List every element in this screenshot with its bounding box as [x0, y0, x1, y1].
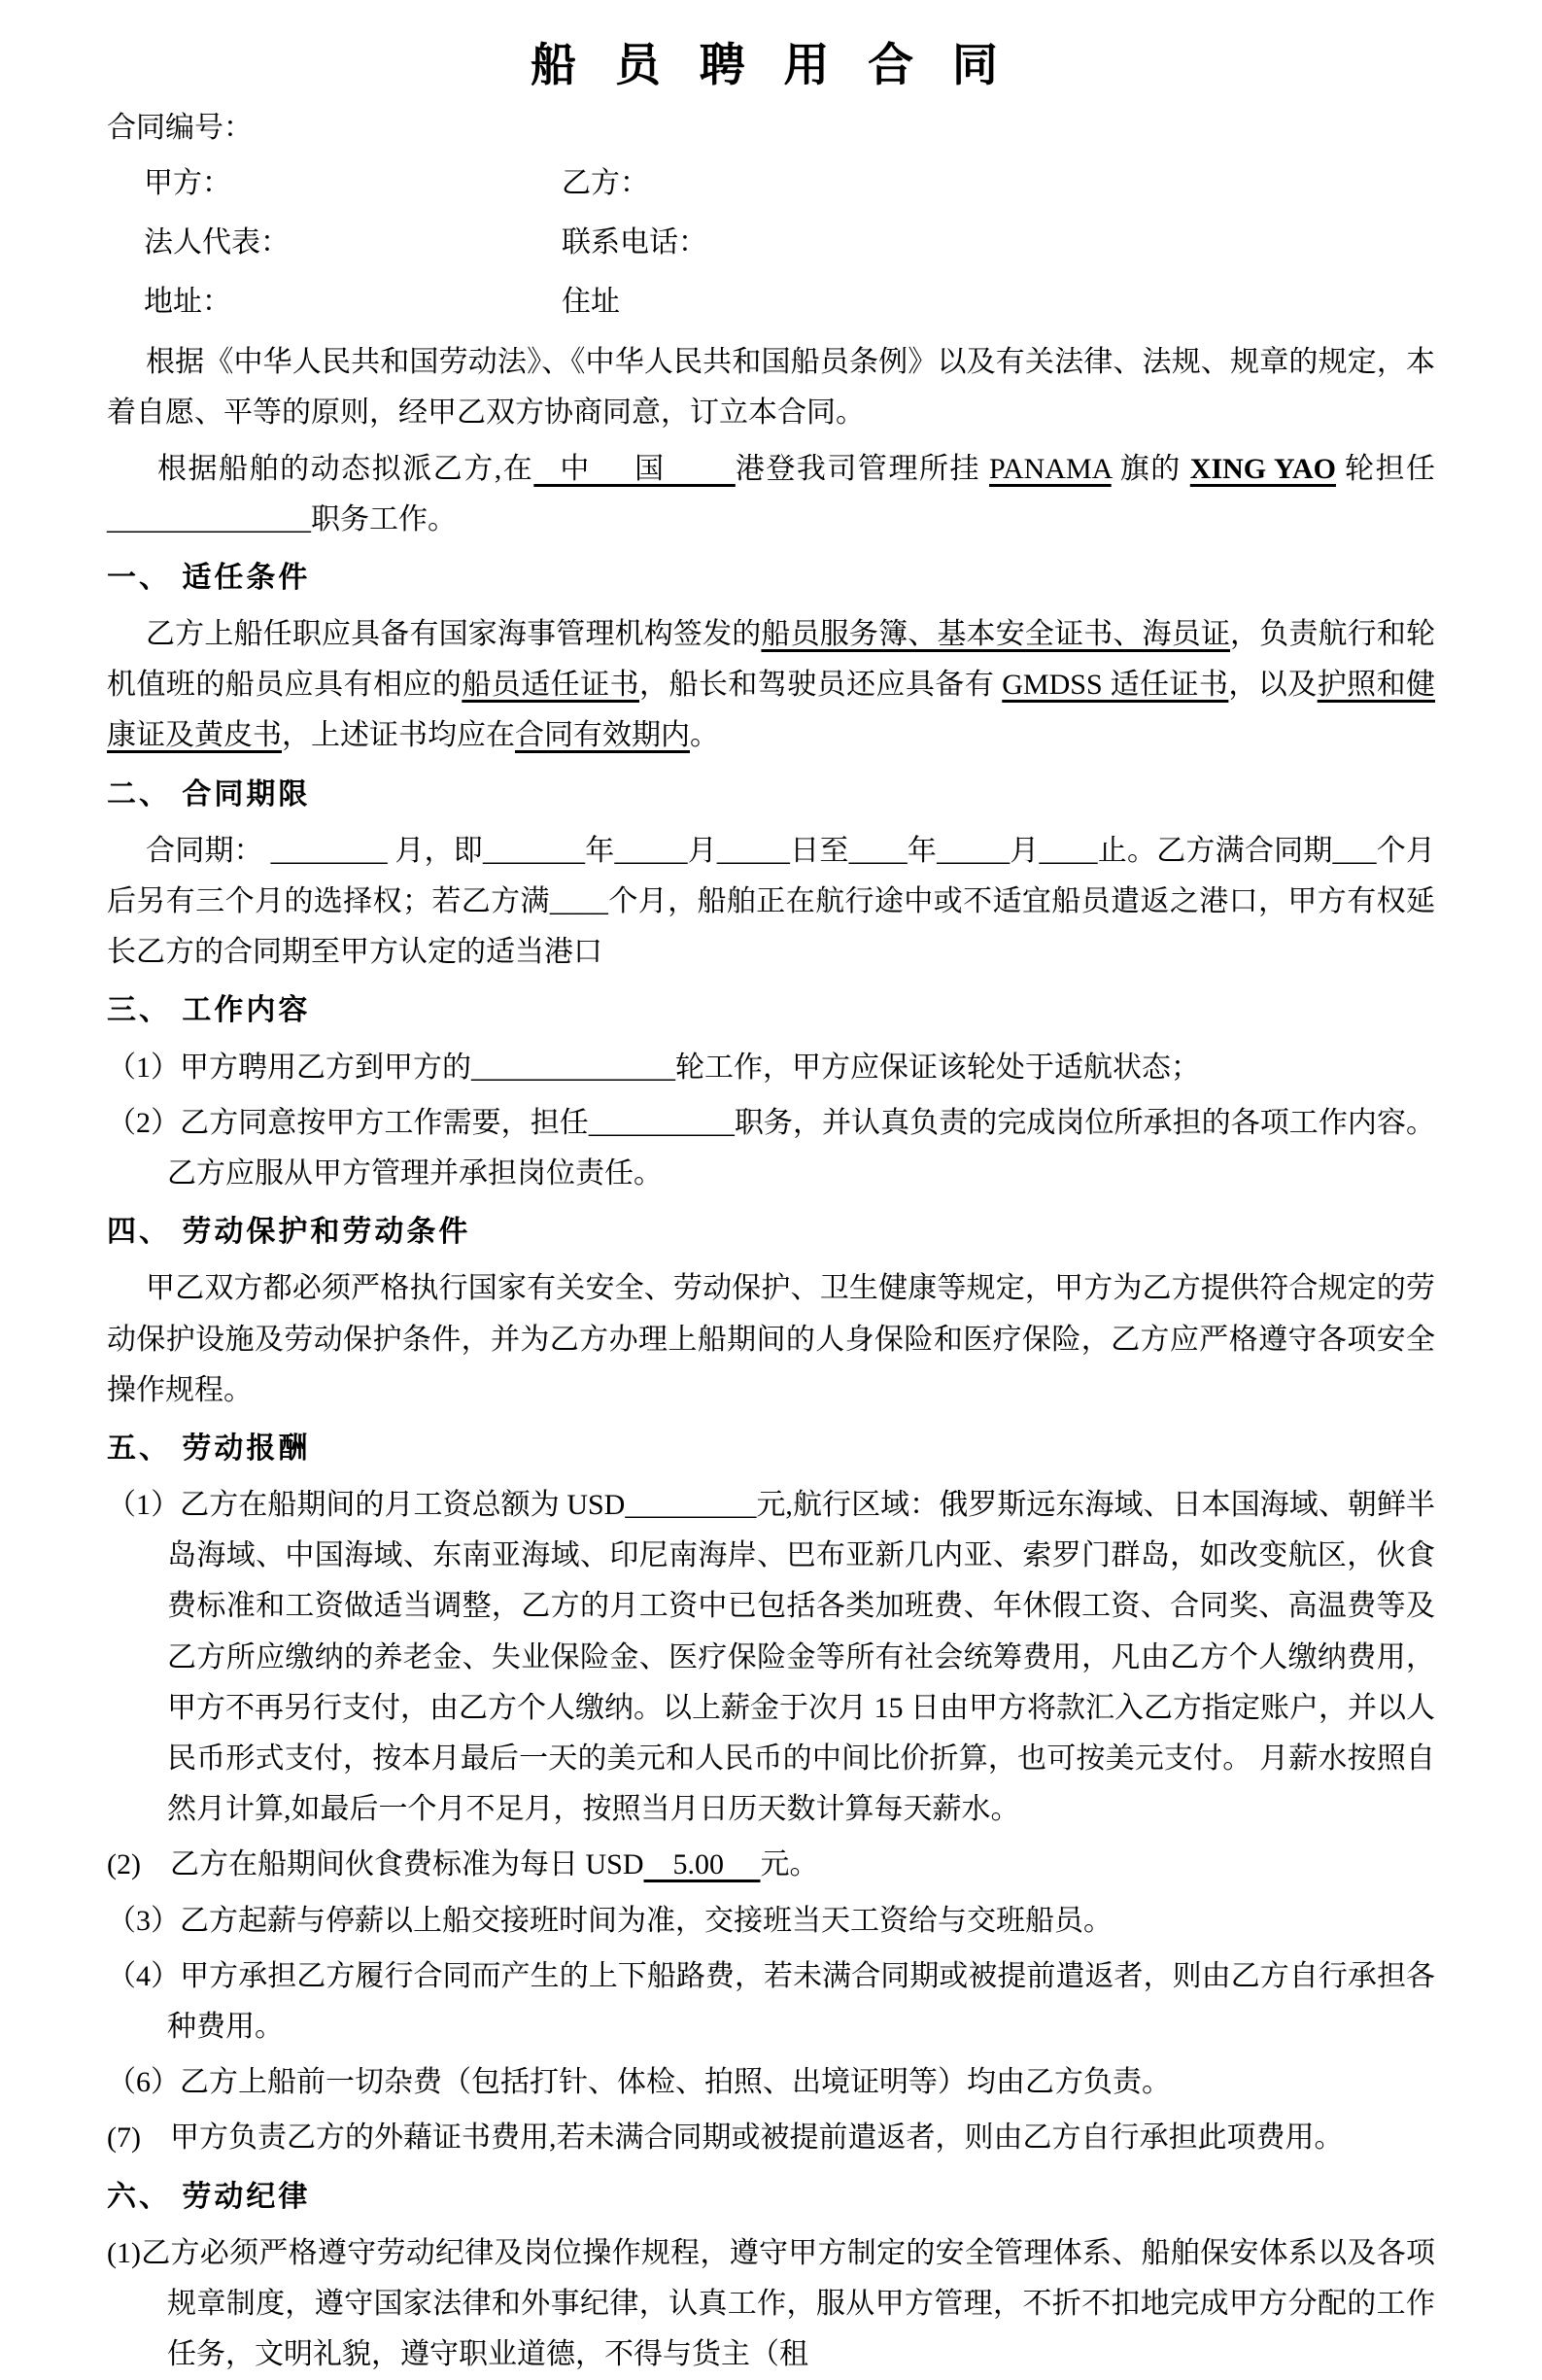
party-a-label: 甲方： [144, 166, 231, 199]
legal-rep-label: 法人代表： [144, 225, 290, 259]
section-heading-1: 一、 适任条件 [107, 561, 311, 594]
party-row [107, 158, 1435, 209]
section-heading-3: 三、 工作内容 [107, 994, 311, 1027]
clause-item: (1)乙方必须严格遵守劳动纪律及岗位操作规程，遵守甲方制定的安全管理体系、船舶保安体系以及各项规章制度，遵守国家法律和外事纪律，认真工作，服从甲方管理，不折不扣地完成甲方分配的工作任务，文明礼貌，遵守职业道德，不得与货主（租 [107, 2236, 1435, 2371]
contract-number-label: 合同编号： [107, 112, 253, 145]
clause-item: （1）甲方聘用乙方到甲方的______________轮工作，甲方应保证该轮处于适航状态； [107, 1051, 1200, 1084]
preamble-paragraph: 根据《中华人民共和国劳动法》、《中华人民共和国船员条例》以及有关法律、法规、规章的规定，本着自愿、平等的原则，经甲乙双方协商同意，订立本合同。 [107, 346, 1435, 430]
section-1-paragraph: 乙方上船任职应具备有国家海事管理机构签发的船员服务簿、基本安全证书、海员证，负责航行和轮机值班的船员应具有相应的船员适任证书，船长和驾驶员还应具备有 GMDSS 适任证书，以及护照和健康证及黄皮书，上述证书均应在合同有效期内。 [107, 618, 1436, 752]
section-heading-5: 五、 劳动报酬 [107, 1431, 311, 1465]
residence-label: 住址 [562, 285, 620, 318]
party-b-label: 乙方： [562, 166, 649, 199]
section-heading-6: 六、 劳动纪律 [107, 2180, 311, 2213]
party-info [107, 158, 1435, 328]
clause-item: （4）甲方承担乙方履行合同而产生的上下船路费，若未满合同期或被提前遣返者，则由乙方自行承担各种费用。 [107, 1959, 1435, 2043]
clause-item: (7) 甲方负责乙方的外藉证书费用,若未满合同期或被提前遣返者，则由乙方自行承担此项费用。 [107, 2121, 1344, 2155]
address-label: 地址： [144, 285, 231, 318]
section-2-paragraph: 合同期： ________ 月，即_______年_____月_____日至____年_____月____止。乙方满合同期___个月后另有三个月的选择权；若乙方满____个月，船舶正在航行途中或不适宜船员遣返之港口，甲方有权延长乙方的合同期至甲方认定的适当港口 [107, 834, 1435, 969]
clause-item: (2) 乙方在船期间伙食费标准为每日 USD 5.00 元。 [107, 1848, 819, 1881]
document-title: 船 员 聘 用 合 同 [531, 41, 1011, 91]
party-row [107, 218, 1435, 268]
section-heading-4: 四、 劳动保护和劳动条件 [107, 1216, 471, 1249]
clause-item: （2）乙方同意按甲方工作需要，担任__________职务，并认真负责的完成岗位所承担的各项工作内容。乙方应服从甲方管理并承担岗位责任。 [107, 1106, 1435, 1190]
assignment-paragraph: 根据船舶的动态拟派乙方,在 中 国 港登我司管理所挂 PANAMA 旗的 XING YAO 轮担任______________职务工作。 [107, 452, 1436, 535]
clause-item: （1）乙方在船期间的月工资总额为 USD_________元,航行区域：俄罗斯远东海域、日本国海域、朝鲜半岛海域、中国海域、东南亚海域、印尼南海岸、巴布亚新几内亚、索罗门群岛，如改变航区，伙食费标准和工资做适当调整，乙方的月工资中已包括各类加班费、年休假工资、合同奖、高温费等及乙方所应缴纳的养老金、失业保险金、医疗保险金等所有社会统筹费用，凡由乙方个人缴纳费用，甲方不再另行支付，由乙方个人缴纳。以上薪金于次月 15 日由甲方将款汇入乙方指定账户，并以人民币形式支付，按本月最后一天的美元和人民币的中间比价折算，也可按美元支付。 月薪水按照自然月计算,如最后一个月不足月，按照当月日历天数计算每天薪水。 [107, 1489, 1435, 1826]
phone-label: 联系电话： [562, 225, 707, 259]
section-4-paragraph: 甲乙双方都必须严格执行国家有关安全、劳动保护、卫生健康等规定，甲方为乙方提供符合规定的劳动保护设施及劳动保护条件，并为乙方办理上船期间的人身保险和医疗保险，乙方应严格遵守各项安全操作规程。 [107, 1272, 1435, 1406]
clause-item: （6）乙方上船前一切杂费（包括打针、体检、拍照、出境证明等）均由乙方负责。 [107, 2066, 1171, 2099]
clause-item: （3）乙方起薪与停薪以上船交接班时间为准，交接班当天工资给与交班船员。 [107, 1904, 1113, 1937]
section-heading-2: 二、 合同期限 [107, 777, 311, 811]
party-row [107, 277, 1435, 328]
